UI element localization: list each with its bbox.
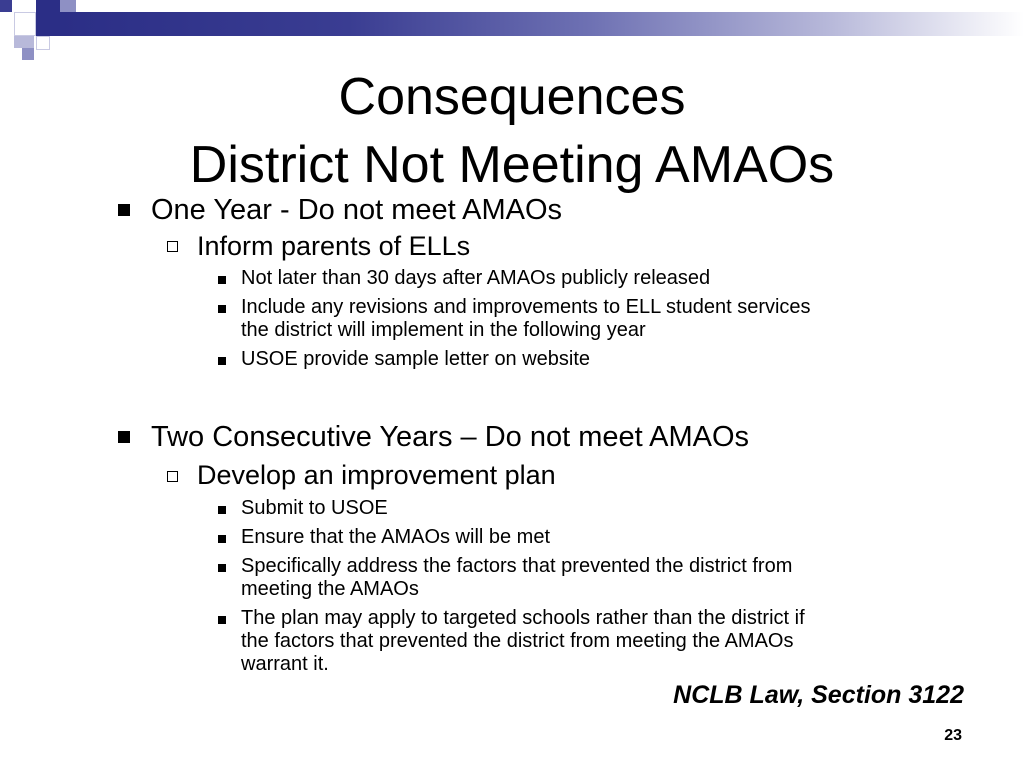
deco-square <box>14 36 34 48</box>
section-heading: One Year - Do not meet AMAOs <box>151 194 563 226</box>
deco-square <box>36 0 60 36</box>
list-item-continuation: meeting the AMAOs <box>241 578 419 600</box>
deco-square <box>36 36 50 50</box>
header-decoration <box>0 0 1024 70</box>
small-bullet-icon <box>218 305 226 313</box>
list-item: Submit to USOE <box>241 497 388 519</box>
small-bullet-icon <box>218 506 226 514</box>
list-item: The plan may apply to targeted schools rather than the district if <box>241 607 805 629</box>
small-bullet-icon <box>218 564 226 572</box>
header-gradient-band <box>60 12 1024 36</box>
page-number: 23 <box>944 727 962 744</box>
deco-square <box>0 0 12 12</box>
sub-heading: Inform parents of ELLs <box>197 231 471 261</box>
hollow-square-bullet-icon <box>167 471 178 482</box>
slide-title-line1: Consequences <box>338 68 686 126</box>
list-item: Ensure that the AMAOs will be met <box>241 526 551 548</box>
small-bullet-icon <box>218 276 226 284</box>
list-item: Include any revisions and improvements to ELL student services <box>241 296 811 318</box>
small-bullet-icon <box>218 616 226 624</box>
deco-square <box>14 12 36 36</box>
list-item-continuation: the factors that prevented the district from meeting the AMAOs <box>241 630 794 652</box>
small-bullet-icon <box>218 357 226 365</box>
list-item: Specifically address the factors that prevented the district from <box>241 555 793 577</box>
sub-heading: Develop an improvement plan <box>197 460 556 490</box>
list-item: USOE provide sample letter on website <box>241 348 591 370</box>
small-bullet-icon <box>218 535 226 543</box>
citation: NCLB Law, Section 3122 <box>673 681 964 709</box>
square-bullet-icon <box>118 431 130 443</box>
list-item: Not later than 30 days after AMAOs publicly released <box>241 267 711 289</box>
deco-square <box>60 0 76 12</box>
slide-title-line2: District Not Meeting AMAOs <box>189 136 835 194</box>
list-item-continuation: the district will implement in the following year <box>241 319 646 341</box>
deco-square <box>22 48 34 60</box>
section-heading: Two Consecutive Years – Do not meet AMAOs <box>151 421 750 453</box>
list-item-continuation: warrant it. <box>241 653 329 675</box>
square-bullet-icon <box>118 204 130 216</box>
hollow-square-bullet-icon <box>167 241 178 252</box>
